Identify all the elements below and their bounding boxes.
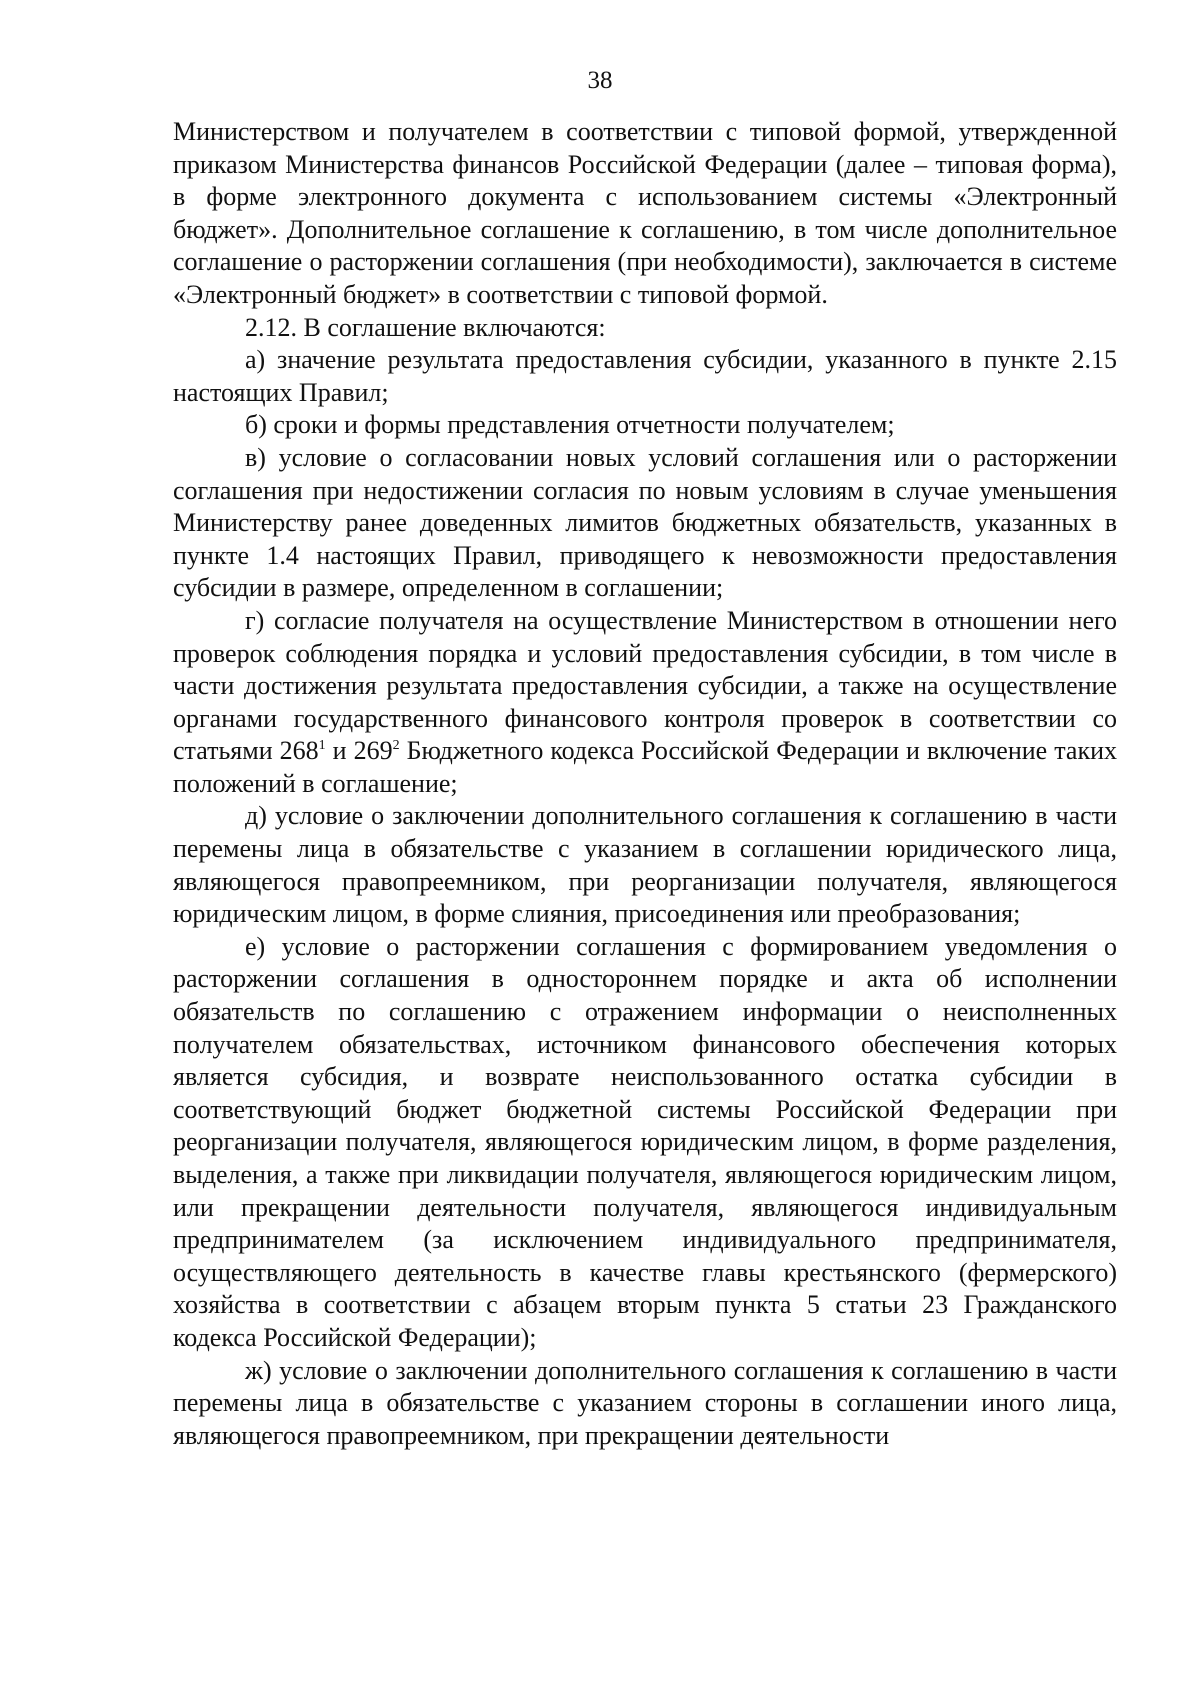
paragraph-intro: Министерством и получателем в соответствии с типовой формой, утвержденной приказом Министерства финансов Российской Федерации (далее – типовая форма), в форме электронного документа с использованием системы «Электронный бюджет». Дополнительное соглашение к соглашению, в том числе дополнительное соглашение о расторжении соглашения (при необходимости), заключается в системе «Электронный бюджет» в соответствии с типовой формой. — [173, 117, 1117, 309]
paragraph-item-e: е) условие о расторжении соглашения с формированием уведомления о расторжении соглашения в одностороннем порядке и акта об исполнении обязательств по соглашению с отражением информации о неисполненных получателем обязательствах, источником финансового обеспечения которых является субсидия, и возврате неиспользованного остатка субсидии в соответствующий бюджет бюджетной системы Российской Федерации при реорганизации получателя, являющегося юридическим лицом, в форме разделения, выделения, а также при ликвидации получателя, являющегося юридическим лицом, или прекращении деятельности получателя, являющегося индивидуальным предпринимателем (за исключением индивидуального предпринимателя, осуществляющего деятельность в качестве главы крестьянского (фермерского) хозяйства в соответствии с абзацем вторым пункта 5 статьи 23 Гражданского кодекса Российской Федерации); — [173, 931, 1117, 1352]
superscript-article-269: 2 — [392, 738, 400, 754]
item-g-text-before: г) согласие получателя на осуществление Министерством в отношении него проверок соблюдения порядка и условий предоставления субсидии, в том числе в части достижения результата предоставления субсидии, а также на осуществление органами государственного финансового контроля проверок в соответствии со статьями 268 — [173, 605, 1117, 766]
document-body — [173, 116, 1117, 1452]
item-g-text-middle: и 269 — [325, 736, 393, 766]
paragraph-item-a: а) значение результата предоставления субсидии, указанного в пункте 2.15 настоящих Правил; — [173, 345, 1117, 407]
page-number: 38 — [587, 67, 613, 94]
paragraph-item-d: д) условие о заключении дополнительного соглашения к соглашению в части перемены лица в обязательстве с указанием в соглашении юридического лица, являющегося правопреемником, при реорганизации получателя, являющегося юридическим лицом, в форме слияния, присоединения или преобразования; — [173, 801, 1117, 929]
paragraph-item-g — [173, 605, 1117, 801]
paragraph-2-12: 2.12. В соглашение включаются: — [245, 312, 606, 342]
paragraph-item-zh: ж) условие о заключении дополнительного соглашения к соглашению в части перемены лица в обязательстве с указанием стороны в соглашении иного лица, являющегося правопреемником, при прекращении деятельности — [173, 1355, 1117, 1450]
item-g-text-after: Бюджетного кодекса Российской Федерации и включение таких положений в соглашение; — [173, 736, 1117, 798]
superscript-article-268: 1 — [318, 738, 326, 754]
paragraph-item-v: в) условие о согласовании новых условий соглашения или о расторжении соглашения при недостижении согласия по новым условиям в случае уменьшения Министерству ранее доведенных лимитов бюджетных обязательств, указанных в пункте 1.4 настоящих Правил, приводящего к невозможности предоставления субсидии в размере, определенном в соглашении; — [173, 442, 1117, 603]
paragraph-item-b: б) сроки и формы представления отчетности получателем; — [245, 410, 895, 440]
